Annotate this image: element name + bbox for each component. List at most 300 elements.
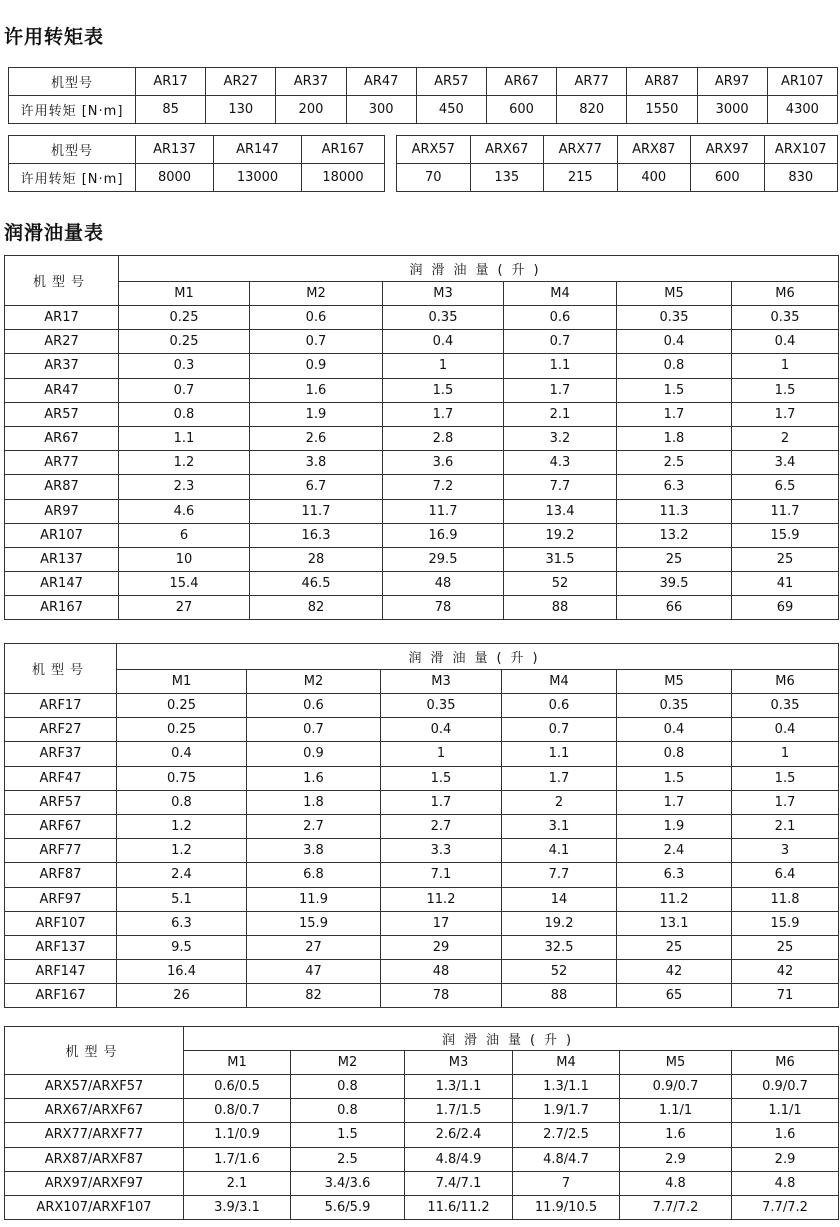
model-cell: ARX87: [617, 136, 691, 164]
oil-quantity-cell: 2.4: [117, 863, 247, 887]
oil-quantity-cell: 1.1/1: [620, 1099, 732, 1123]
torque-value: 135: [470, 164, 544, 192]
model-cell: ARF17: [5, 694, 117, 718]
model-cell: ARF77: [5, 839, 117, 863]
torque-value: 215: [544, 164, 618, 192]
oil-quantity-cell: 6.7: [250, 475, 383, 499]
model-cell: AR37: [5, 354, 119, 378]
oil-quantity-cell: 0.7: [504, 330, 617, 354]
torque-table-2: [8, 135, 838, 192]
oil-quantity-cell: 25: [732, 547, 839, 571]
lube-table-arx: [4, 1026, 839, 1220]
model-cell: ARF147: [5, 960, 117, 984]
oil-quantity-cell: 1.9: [617, 814, 732, 838]
oil-quantity-cell: 3.8: [250, 451, 383, 475]
model-cell: ARF87: [5, 863, 117, 887]
oil-quantity-cell: 15.9: [732, 523, 839, 547]
oil-quantity-cell: 66: [617, 596, 732, 620]
oil-quantity-cell: 1.5: [732, 766, 839, 790]
oil-quantity-cell: 31.5: [504, 547, 617, 571]
model-cell: AR27: [5, 330, 119, 354]
oil-quantity-cell: 0.35: [732, 306, 839, 330]
torque-value: 3000: [697, 96, 767, 124]
oil-quantity-cell: 11.9: [247, 887, 381, 911]
torque-value-row: [9, 96, 838, 124]
oil-quantity-cell: 0.6: [250, 306, 383, 330]
oil-quantity-cell: 0.8: [119, 402, 250, 426]
model-cell: AR137: [136, 136, 214, 164]
torque-value: 300: [346, 96, 416, 124]
oil-quantity-cell: 0.75: [117, 766, 247, 790]
model-cell: ARF107: [5, 911, 117, 935]
model-cell: AR87: [5, 475, 119, 499]
model-cell: AR97: [5, 499, 119, 523]
oil-quantity-cell: 88: [504, 596, 617, 620]
oil-quantity-cell: 0.9/0.7: [732, 1075, 839, 1099]
oil-quantity-cell: 2.6: [250, 426, 383, 450]
model-cell: ARF37: [5, 742, 117, 766]
model-cell: AR47: [5, 378, 119, 402]
table-row: [5, 935, 839, 959]
oil-quantity-cell: 16.4: [117, 960, 247, 984]
torque-value: 600: [691, 164, 765, 192]
oil-quantity-cell: 0.4: [383, 330, 504, 354]
oil-quantity-cell: 0.9: [250, 354, 383, 378]
torque-value: 820: [557, 96, 627, 124]
oil-quantity-cell: 25: [617, 935, 732, 959]
table-row: [5, 451, 839, 475]
table-row: [5, 378, 839, 402]
torque-value: 70: [397, 164, 471, 192]
oil-quantity-cell: 25: [732, 935, 839, 959]
oil-quantity-cell: 1.6: [247, 766, 381, 790]
oil-quantity-cell: 0.3: [119, 354, 250, 378]
oil-quantity-cell: 13.1: [617, 911, 732, 935]
oil-quantity-header: 润滑油量(升): [117, 644, 839, 670]
table-row: [5, 960, 839, 984]
oil-quantity-cell: 7.7/7.2: [620, 1195, 732, 1219]
oil-quantity-cell: 6.3: [617, 863, 732, 887]
oil-quantity-cell: 2.1: [184, 1171, 291, 1195]
model-header: 机型号: [5, 1027, 184, 1075]
model-cell: ARF57: [5, 790, 117, 814]
oil-quantity-cell: 1: [383, 354, 504, 378]
model-cell: ARF167: [5, 984, 117, 1008]
oil-quantity-cell: 0.35: [617, 306, 732, 330]
torque-label: 许用转矩 [N·m]: [9, 164, 136, 192]
oil-quantity-cell: 6.3: [617, 475, 732, 499]
table-row: [5, 984, 839, 1008]
model-cell: AR147: [5, 572, 119, 596]
oil-quantity-cell: 16.9: [383, 523, 504, 547]
oil-quantity-cell: 0.7: [247, 718, 381, 742]
oil-quantity-cell: 32.5: [502, 935, 617, 959]
oil-quantity-cell: 0.6: [502, 694, 617, 718]
oil-quantity-cell: 78: [383, 596, 504, 620]
oil-quantity-cell: 82: [247, 984, 381, 1008]
oil-quantity-cell: 0.8: [291, 1099, 405, 1123]
oil-quantity-cell: 1.6: [250, 378, 383, 402]
oil-quantity-cell: 19.2: [502, 911, 617, 935]
oil-quantity-cell: 2.5: [617, 451, 732, 475]
oil-quantity-cell: 4.8: [620, 1171, 732, 1195]
oil-quantity-cell: 1.1/1: [732, 1099, 839, 1123]
oil-quantity-cell: 0.25: [119, 306, 250, 330]
model-cell: AR37: [276, 68, 346, 96]
oil-quantity-header: 润滑油量(升): [119, 256, 839, 282]
oil-quantity-cell: 1.5: [617, 378, 732, 402]
model-cell: AR57: [416, 68, 486, 96]
oil-quantity-cell: 0.4: [732, 330, 839, 354]
oil-quantity-cell: 1.6: [732, 1123, 839, 1147]
model-cell: ARX107/ARXF107: [5, 1195, 184, 1219]
oil-quantity-cell: 1.7/1.6: [184, 1147, 291, 1171]
oil-quantity-cell: 11.2: [381, 887, 502, 911]
oil-quantity-cell: 7.1: [381, 863, 502, 887]
oil-quantity-cell: 9.5: [117, 935, 247, 959]
column-header: M3: [405, 1051, 513, 1075]
model-cell: AR87: [627, 68, 697, 96]
oil-quantity-cell: 28: [250, 547, 383, 571]
oil-quantity-cell: 11.7: [383, 499, 504, 523]
torque-value: 85: [136, 96, 206, 124]
column-header: M5: [617, 282, 732, 306]
oil-quantity-cell: 1.7: [732, 402, 839, 426]
oil-quantity-cell: 1.9/1.7: [513, 1099, 620, 1123]
model-cell: AR137: [5, 547, 119, 571]
torque-value: 830: [764, 164, 838, 192]
oil-quantity-cell: 11.6/11.2: [405, 1195, 513, 1219]
model-cell: AR77: [557, 68, 627, 96]
oil-quantity-cell: 1.5: [732, 378, 839, 402]
oil-quantity-cell: 1.3/1.1: [513, 1075, 620, 1099]
torque-model-row: [9, 68, 838, 96]
table-row: [5, 475, 839, 499]
model-cell: ARF137: [5, 935, 117, 959]
oil-quantity-cell: 1.5: [617, 766, 732, 790]
oil-quantity-cell: 19.2: [504, 523, 617, 547]
oil-quantity-cell: 1.7: [381, 790, 502, 814]
oil-quantity-cell: 2.6/2.4: [405, 1123, 513, 1147]
oil-quantity-cell: 2.7/2.5: [513, 1123, 620, 1147]
oil-quantity-cell: 11.9/10.5: [513, 1195, 620, 1219]
oil-quantity-cell: 4.8/4.9: [405, 1147, 513, 1171]
oil-quantity-cell: 1.5: [383, 378, 504, 402]
oil-quantity-cell: 7.7: [504, 475, 617, 499]
oil-quantity-cell: 1.7: [732, 790, 839, 814]
model-cell: AR17: [5, 306, 119, 330]
oil-quantity-cell: 11.7: [732, 499, 839, 523]
column-header: M4: [513, 1051, 620, 1075]
oil-quantity-cell: 0.6: [247, 694, 381, 718]
model-cell: ARX107: [764, 136, 838, 164]
model-cell: ARF47: [5, 766, 117, 790]
oil-quantity-cell: 52: [504, 572, 617, 596]
model-cell: ARF97: [5, 887, 117, 911]
table-row: [5, 402, 839, 426]
oil-quantity-cell: 48: [383, 572, 504, 596]
model-cell: ARX87/ARXF87: [5, 1147, 184, 1171]
oil-quantity-cell: 88: [502, 984, 617, 1008]
model-label: 机型号: [9, 136, 136, 164]
column-header: M3: [383, 282, 504, 306]
oil-quantity-cell: 5.6/5.9: [291, 1195, 405, 1219]
oil-quantity-cell: 6.3: [117, 911, 247, 935]
oil-quantity-cell: 0.8: [617, 354, 732, 378]
oil-quantity-cell: 0.4: [732, 718, 839, 742]
table-row: [5, 330, 839, 354]
column-header: M4: [502, 670, 617, 694]
lube-table-title: 润滑油量表: [4, 222, 105, 244]
oil-quantity-cell: 1: [381, 742, 502, 766]
column-header: M1: [184, 1051, 291, 1075]
oil-quantity-cell: 7.4/7.1: [405, 1171, 513, 1195]
oil-quantity-cell: 1.3/1.1: [405, 1075, 513, 1099]
oil-quantity-cell: 6: [119, 523, 250, 547]
oil-quantity-cell: 7: [513, 1171, 620, 1195]
column-header: M5: [617, 670, 732, 694]
torque-value: 18000: [302, 164, 385, 192]
oil-quantity-cell: 0.25: [117, 694, 247, 718]
oil-quantity-cell: 0.4: [617, 330, 732, 354]
model-header: 机型号: [5, 256, 119, 306]
table-row: [5, 306, 839, 330]
column-header: M6: [732, 282, 839, 306]
model-cell: AR97: [697, 68, 767, 96]
oil-quantity-cell: 27: [247, 935, 381, 959]
model-cell: AR67: [486, 68, 556, 96]
torque-value: 4300: [767, 96, 837, 124]
oil-quantity-cell: 2.8: [383, 426, 504, 450]
oil-quantity-cell: 1: [732, 354, 839, 378]
oil-quantity-cell: 13.2: [617, 523, 732, 547]
oil-quantity-cell: 0.7: [119, 378, 250, 402]
table-row: [5, 1195, 839, 1219]
oil-quantity-cell: 1.5: [291, 1123, 405, 1147]
model-cell: AR147: [214, 136, 302, 164]
table-row: [5, 596, 839, 620]
oil-quantity-cell: 69: [732, 596, 839, 620]
oil-quantity-cell: 15.9: [247, 911, 381, 935]
oil-quantity-cell: 29: [381, 935, 502, 959]
model-cell: AR167: [302, 136, 385, 164]
torque-value: 1550: [627, 96, 697, 124]
oil-quantity-cell: 0.7: [502, 718, 617, 742]
oil-quantity-cell: 0.8: [617, 742, 732, 766]
oil-quantity-cell: 52: [502, 960, 617, 984]
torque-value: 600: [486, 96, 556, 124]
table-row: [5, 839, 839, 863]
oil-quantity-cell: 1.1: [502, 742, 617, 766]
oil-quantity-cell: 3.8: [247, 839, 381, 863]
oil-quantity-cell: 14: [502, 887, 617, 911]
oil-quantity-cell: 0.9: [247, 742, 381, 766]
column-header: M3: [381, 670, 502, 694]
model-cell: ARX67/ARXF67: [5, 1099, 184, 1123]
column-header: M2: [291, 1051, 405, 1075]
oil-quantity-cell: 2.7: [247, 814, 381, 838]
table-row: [5, 887, 839, 911]
oil-quantity-cell: 2.5: [291, 1147, 405, 1171]
model-cell: ARX77/ARXF77: [5, 1123, 184, 1147]
table-row: [5, 766, 839, 790]
oil-quantity-cell: 3.9/3.1: [184, 1195, 291, 1219]
oil-quantity-cell: 2: [732, 426, 839, 450]
table-row: [5, 572, 839, 596]
oil-quantity-cell: 0.7: [250, 330, 383, 354]
oil-quantity-cell: 2.1: [732, 814, 839, 838]
oil-quantity-cell: 3.4: [732, 451, 839, 475]
oil-quantity-cell: 25: [617, 547, 732, 571]
oil-quantity-cell: 1.1: [119, 426, 250, 450]
oil-quantity-cell: 1.7: [383, 402, 504, 426]
oil-quantity-cell: 0.8/0.7: [184, 1099, 291, 1123]
torque-value: 450: [416, 96, 486, 124]
column-header: M6: [732, 670, 839, 694]
oil-quantity-cell: 2.4: [617, 839, 732, 863]
oil-quantity-cell: 1.6: [620, 1123, 732, 1147]
oil-quantity-cell: 17: [381, 911, 502, 935]
table-row: [5, 547, 839, 571]
oil-quantity-cell: 1: [732, 742, 839, 766]
oil-quantity-cell: 1.9: [250, 402, 383, 426]
oil-quantity-cell: 11.2: [617, 887, 732, 911]
oil-quantity-cell: 6.5: [732, 475, 839, 499]
table-row: [5, 742, 839, 766]
oil-quantity-cell: 4.3: [504, 451, 617, 475]
torque-table-title: 许用转矩表: [4, 26, 105, 48]
table-row: [5, 1075, 839, 1099]
oil-quantity-cell: 1.1/0.9: [184, 1123, 291, 1147]
table-row: [5, 790, 839, 814]
oil-quantity-cell: 1.7: [617, 402, 732, 426]
oil-quantity-cell: 15.9: [732, 911, 839, 935]
torque-value: 130: [206, 96, 276, 124]
table-row: [5, 354, 839, 378]
torque-value: 8000: [136, 164, 214, 192]
oil-quantity-cell: 65: [617, 984, 732, 1008]
oil-quantity-cell: 71: [732, 984, 839, 1008]
oil-quantity-cell: 0.25: [119, 330, 250, 354]
oil-quantity-cell: 82: [250, 596, 383, 620]
oil-quantity-cell: 4.8: [732, 1171, 839, 1195]
oil-quantity-cell: 42: [617, 960, 732, 984]
oil-quantity-cell: 5.1: [117, 887, 247, 911]
oil-quantity-cell: 2.9: [732, 1147, 839, 1171]
oil-quantity-cell: 4.1: [502, 839, 617, 863]
oil-quantity-cell: 11.7: [250, 499, 383, 523]
table-row: [5, 523, 839, 547]
oil-quantity-cell: 0.35: [617, 694, 732, 718]
oil-quantity-cell: 1.7/1.5: [405, 1099, 513, 1123]
oil-quantity-cell: 1.2: [119, 451, 250, 475]
model-cell: ARX97: [691, 136, 765, 164]
oil-quantity-cell: 2.7: [381, 814, 502, 838]
oil-quantity-cell: 13.4: [504, 499, 617, 523]
table-row: [5, 426, 839, 450]
oil-quantity-cell: 2.9: [620, 1147, 732, 1171]
oil-quantity-cell: 10: [119, 547, 250, 571]
oil-quantity-cell: 3.4/3.6: [291, 1171, 405, 1195]
oil-quantity-cell: 0.35: [732, 694, 839, 718]
oil-quantity-cell: 3.6: [383, 451, 504, 475]
oil-quantity-header: 润滑油量(升): [184, 1027, 839, 1051]
oil-quantity-cell: 0.35: [381, 694, 502, 718]
lube-table-arf: [4, 643, 839, 1008]
oil-quantity-cell: 1.2: [117, 839, 247, 863]
model-label: 机型号: [9, 68, 136, 96]
model-cell: ARF67: [5, 814, 117, 838]
oil-quantity-cell: 46.5: [250, 572, 383, 596]
oil-quantity-cell: 7.7: [502, 863, 617, 887]
oil-quantity-cell: 15.4: [119, 572, 250, 596]
model-cell: AR67: [5, 426, 119, 450]
table-row: [5, 911, 839, 935]
table-row: [5, 1171, 839, 1195]
column-header: M6: [732, 1051, 839, 1075]
oil-quantity-cell: 3.2: [504, 426, 617, 450]
table-row: [5, 694, 839, 718]
oil-quantity-cell: 1.8: [247, 790, 381, 814]
oil-quantity-cell: 0.4: [117, 742, 247, 766]
oil-quantity-cell: 26: [117, 984, 247, 1008]
oil-quantity-cell: 1.7: [617, 790, 732, 814]
oil-quantity-cell: 16.3: [250, 523, 383, 547]
torque-value: 400: [617, 164, 691, 192]
oil-quantity-cell: 6.4: [732, 863, 839, 887]
model-cell: AR167: [5, 596, 119, 620]
spacer-cell: [385, 164, 397, 192]
oil-quantity-cell: 42: [732, 960, 839, 984]
model-cell: AR107: [5, 523, 119, 547]
oil-quantity-cell: 0.25: [117, 718, 247, 742]
oil-quantity-cell: 7.7/7.2: [732, 1195, 839, 1219]
table-row: [5, 814, 839, 838]
oil-quantity-cell: 0.4: [617, 718, 732, 742]
model-cell: ARX57: [397, 136, 471, 164]
oil-quantity-cell: 1.7: [502, 766, 617, 790]
oil-quantity-cell: 7.2: [383, 475, 504, 499]
oil-quantity-cell: 0.6: [504, 306, 617, 330]
oil-quantity-cell: 1.1: [504, 354, 617, 378]
table-row: [5, 499, 839, 523]
oil-quantity-cell: 6.8: [247, 863, 381, 887]
table-row: [5, 718, 839, 742]
column-header: M2: [250, 282, 383, 306]
oil-quantity-cell: 1.5: [381, 766, 502, 790]
model-cell: ARX57/ARXF57: [5, 1075, 184, 1099]
model-cell: ARX77: [544, 136, 618, 164]
torque-table-1: [8, 67, 838, 124]
oil-quantity-cell: 1.7: [504, 378, 617, 402]
oil-quantity-cell: 2.1: [504, 402, 617, 426]
table-row: [5, 1147, 839, 1171]
model-cell: AR27: [206, 68, 276, 96]
column-header: M2: [247, 670, 381, 694]
torque-value: 13000: [214, 164, 302, 192]
oil-quantity-cell: 47: [247, 960, 381, 984]
oil-quantity-cell: 3.1: [502, 814, 617, 838]
table-row: [5, 863, 839, 887]
oil-quantity-cell: 3.3: [381, 839, 502, 863]
model-cell: AR107: [767, 68, 837, 96]
oil-quantity-cell: 2: [502, 790, 617, 814]
oil-quantity-cell: 41: [732, 572, 839, 596]
oil-quantity-cell: 0.35: [383, 306, 504, 330]
oil-quantity-cell: 78: [381, 984, 502, 1008]
oil-quantity-cell: 29.5: [383, 547, 504, 571]
torque-value: 200: [276, 96, 346, 124]
